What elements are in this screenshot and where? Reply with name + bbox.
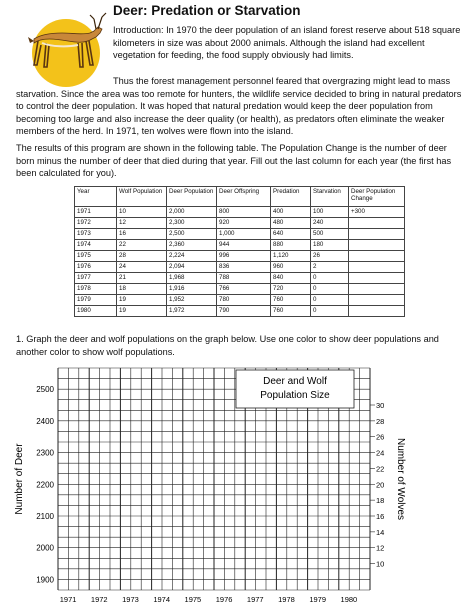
population-change-cell[interactable] bbox=[349, 262, 405, 273]
left-axis-tick: 1900 bbox=[36, 575, 54, 585]
population-table bbox=[74, 186, 405, 317]
table-cell: 2,500 bbox=[167, 229, 217, 240]
table-cell: 100 bbox=[311, 207, 349, 218]
left-axis-tick: 2100 bbox=[36, 512, 54, 521]
population-change-cell[interactable] bbox=[349, 306, 405, 317]
table-cell: 2,000 bbox=[167, 207, 217, 218]
x-axis-tick: 1972 bbox=[90, 595, 108, 604]
table-cell: 21 bbox=[117, 273, 167, 284]
left-axis-tick: 2500 bbox=[36, 385, 54, 395]
table-row bbox=[75, 295, 405, 306]
x-axis-tick: 1978 bbox=[278, 595, 295, 604]
right-axis-tick: 20 bbox=[376, 480, 385, 490]
left-axis-tick: 2300 bbox=[36, 448, 54, 458]
table-header-cell: Year bbox=[75, 187, 117, 207]
table-row bbox=[75, 218, 405, 229]
table-cell: 800 bbox=[217, 207, 271, 218]
table-cell: 0 bbox=[311, 273, 349, 284]
table-cell: 788 bbox=[217, 273, 271, 284]
right-axis-tick: 26 bbox=[376, 432, 385, 442]
table-header-cell: Deer Offspring bbox=[217, 187, 271, 207]
table-cell: 1973 bbox=[75, 229, 117, 240]
right-axis-tick: 24 bbox=[376, 448, 385, 458]
table-cell: 1977 bbox=[75, 273, 117, 284]
table-cell: 500 bbox=[311, 229, 349, 240]
table-cell: 0 bbox=[311, 306, 349, 317]
page-title: Deer: Predation or Starvation bbox=[113, 3, 301, 18]
right-axis-tick: 10 bbox=[376, 559, 385, 569]
table-cell: 10 bbox=[117, 207, 167, 218]
population-change-cell[interactable] bbox=[349, 251, 405, 262]
x-axis-tick: 1971 bbox=[59, 595, 77, 604]
table-cell: 766 bbox=[217, 284, 271, 295]
table-row bbox=[75, 240, 405, 251]
population-change-cell[interactable] bbox=[349, 218, 405, 229]
right-axis-tick: 30 bbox=[376, 401, 385, 410]
table-cell: 880 bbox=[271, 240, 311, 251]
table-cell: 180 bbox=[311, 240, 349, 251]
graph-title-line-1: Deer and Wolf bbox=[263, 376, 327, 387]
table-cell: 0 bbox=[311, 284, 349, 295]
table-row bbox=[75, 207, 405, 218]
table-cell: 1976 bbox=[75, 262, 117, 273]
table-cell: 0 bbox=[311, 295, 349, 306]
table-row bbox=[75, 273, 405, 284]
table-cell: 944 bbox=[217, 240, 271, 251]
table-header-cell: Deer Population Change bbox=[349, 187, 405, 207]
table-cell: 1,968 bbox=[167, 273, 217, 284]
table-cell: 16 bbox=[117, 229, 167, 240]
table-header-row bbox=[75, 187, 405, 207]
x-axis-tick: 1974 bbox=[153, 595, 171, 604]
question-1: 1. Graph the deer and wolf populations on the graph below. Use one color to show deer populations and another color to show wolf populations. bbox=[16, 334, 439, 357]
right-axis-tick: 12 bbox=[376, 543, 385, 553]
table-cell: 26 bbox=[311, 251, 349, 262]
population-change-cell[interactable] bbox=[349, 273, 405, 284]
table-header-cell: Deer Population bbox=[167, 187, 217, 207]
population-change-cell[interactable] bbox=[349, 295, 405, 306]
table-header-cell: Wolf Population bbox=[117, 187, 167, 207]
table-cell: 2 bbox=[311, 262, 349, 273]
x-axis-tick: 1973 bbox=[122, 595, 139, 604]
table-row bbox=[75, 306, 405, 317]
intro-paragraph: Introduction: In 1970 the deer population of an island forest reserve about 518 square kilometers in size was about 2000 animals. Although the island had excellent vegetation for feeding, the food supply obviously had limits. bbox=[113, 25, 461, 61]
table-row bbox=[75, 262, 405, 273]
table-cell: 960 bbox=[271, 262, 311, 273]
table-cell: 1,952 bbox=[167, 295, 217, 306]
table-cell: 1975 bbox=[75, 251, 117, 262]
population-change-cell[interactable] bbox=[349, 229, 405, 240]
table-cell: 1972 bbox=[75, 218, 117, 229]
table-cell: 1980 bbox=[75, 306, 117, 317]
table-cell: 780 bbox=[217, 295, 271, 306]
left-axis-tick: 2400 bbox=[36, 416, 54, 426]
table-cell: 1,972 bbox=[167, 306, 217, 317]
x-axis-tick: 1975 bbox=[184, 595, 202, 604]
table-cell: 18 bbox=[117, 284, 167, 295]
right-axis-tick: 16 bbox=[376, 512, 385, 521]
table-cell: 836 bbox=[217, 262, 271, 273]
table-cell: 1,120 bbox=[271, 251, 311, 262]
population-change-cell[interactable] bbox=[349, 240, 405, 251]
results-paragraph: The results of this program are shown in the following table. The Population Change is the number of deer born minus the number of deer that died during that year. Fill out the last column for each year (the first has been calculated for you). bbox=[16, 143, 452, 179]
table-cell: 1,000 bbox=[217, 229, 271, 240]
right-axis-tick: 14 bbox=[376, 527, 385, 537]
table-cell: 19 bbox=[117, 295, 167, 306]
table-cell: 640 bbox=[271, 229, 311, 240]
right-axis-label: Number of Wolves bbox=[395, 437, 406, 521]
table-cell: 2,300 bbox=[167, 218, 217, 229]
right-axis-tick: 18 bbox=[376, 496, 385, 506]
table-cell: 760 bbox=[271, 306, 311, 317]
table-header-cell: Predation bbox=[271, 187, 311, 207]
x-axis-tick: 1980 bbox=[340, 595, 358, 604]
table-cell: 720 bbox=[271, 284, 311, 295]
table-header-cell: Starvation bbox=[311, 187, 349, 207]
left-axis-tick: 2000 bbox=[36, 543, 54, 553]
table-cell: 19 bbox=[117, 306, 167, 317]
table-cell: 400 bbox=[271, 207, 311, 218]
table-cell: 996 bbox=[217, 251, 271, 262]
table-cell: 2,224 bbox=[167, 251, 217, 262]
table-cell: 840 bbox=[271, 273, 311, 284]
table-row bbox=[75, 229, 405, 240]
table-cell: 760 bbox=[271, 295, 311, 306]
table-cell: 28 bbox=[117, 251, 167, 262]
table-cell: 12 bbox=[117, 218, 167, 229]
x-axis-tick: 1977 bbox=[246, 595, 264, 604]
table-cell: 1,916 bbox=[167, 284, 217, 295]
table-cell: 1978 bbox=[75, 284, 117, 295]
population-graph bbox=[0, 360, 474, 611]
x-axis-tick: 1976 bbox=[215, 595, 233, 604]
table-cell: 24 bbox=[117, 262, 167, 273]
table-cell: 1974 bbox=[75, 240, 117, 251]
table-row bbox=[75, 284, 405, 295]
population-change-cell[interactable] bbox=[349, 284, 405, 295]
intro-paragraph-continued: Thus the forest management personnel feared that overgrazing might lead to mass starvation. Since the area was too remote for hunters, the wildlife service decided to bring in natural predators to control the deer population. It was hoped that natural predation would keep the deer population from becoming too large and also increase the deer quality (or health), as predators often eliminate the weaker members of the herd. In 1971, ten wolves were flown into the island. bbox=[16, 76, 462, 137]
table-cell: 2,094 bbox=[167, 262, 217, 273]
table-cell: 22 bbox=[117, 240, 167, 251]
table-cell: 1971 bbox=[75, 207, 117, 218]
table-row bbox=[75, 251, 405, 262]
table-cell: 920 bbox=[217, 218, 271, 229]
table-cell: 480 bbox=[271, 218, 311, 229]
table-cell: 2,360 bbox=[167, 240, 217, 251]
x-axis-tick: 1979 bbox=[309, 595, 327, 604]
graph-title-line-2: Population Size bbox=[260, 390, 330, 401]
left-axis-tick: 2200 bbox=[36, 480, 54, 490]
left-axis-label: Number of Deer bbox=[14, 443, 25, 515]
table-cell: 790 bbox=[217, 306, 271, 317]
right-axis-tick: 28 bbox=[376, 416, 385, 426]
table-cell: 240 bbox=[311, 218, 349, 229]
right-axis-tick: 22 bbox=[376, 464, 385, 474]
population-change-cell[interactable]: +300 bbox=[349, 207, 405, 218]
table-cell: 1979 bbox=[75, 295, 117, 306]
